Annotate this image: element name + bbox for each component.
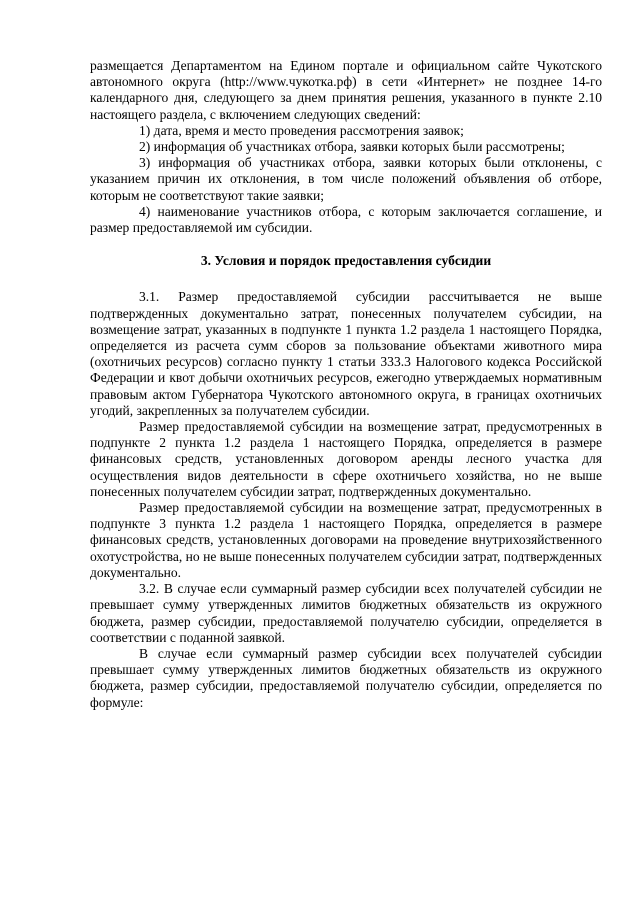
section-heading: 3. Условия и порядок предоставления субсидии [200,253,492,269]
paragraph-formula-intro: В случае если суммарный размер субсидии всех получателей субсидии превышает сумму утвержденных лимитов бюджетных обязательств из окружного бюджета, размер субсидии, предоставляемой получателю субсидии, определяется по формуле: [90,645,602,710]
paragraph-subsidy-3: Размер предоставляемой субсидии на возмещение затрат, предусмотренных в подпункте 3 пункта 1.2 раздела 1 настоящего Порядка, определяется в размере финансовых средств, установленных договорами на проведение внутрихозяйственного охотустройства, но не выше понесенных получателем субсидии затрат, подтвержденных документально. [90,500,602,580]
paragraph-3-2: 3.2. В случае если суммарный размер субсидии всех получателей субсидии не превышает сумму утвержденных лимитов бюджетных обязательств из окружного бюджета, размер субсидии, предоставляемой получателю субсидии, определяется в соответствии с поданной заявкой. [90,581,602,645]
paragraph-subsidy-2: Размер предоставляемой субсидии на возмещение затрат, предусмотренных в подпункте 2 пункта 1.2 раздела 1 настоящего Порядка, определяется в размере финансовых средств, установленных договором аренды лесного участка для осуществления видов деятельности в сфере охотничьего хозяйства, но не выше понесенных получателем субсидии затрат, подтвержденных документально. [90,419,602,499]
list-item-4: 4) наименование участников отбора, с которым заключается соглашение, и размер предоставляемой им субсидии. [90,203,602,236]
paragraph-3-1: 3.1. Размер предоставляемой субсидии рассчитывается не выше подтвержденных документально затрат, понесенных получателем субсидии, на возмещение затрат, указанных в подпункте 1 пункта 1.2 раздела 1 настоящего Порядка, определяется из расчета сумм сборов за пользование объектами животного мира (охотничьих ресурсов) согласно пункту 1 статьи 333.3 Налогового кодекса Российской Федерации и квот добычи охотничьих ресурсов, ежегодно утверждаемых нормативным правовым актом Губернатора Чукотского автономного округа, в границах охотничьих угодий, закрепленных за получателем субсидии. [90,289,602,418]
document-page [90,58,602,711]
list-item-1: 1) дата, время и место проведения рассмотрения заявок; [139,122,464,138]
list-item-2: 2) информация об участниках отбора, заявки которых были рассмотрены; [139,139,565,155]
list-item-3: 3) информация об участниках отбора, заявки которых были отклонены, с указанием причин их отклонения, в том числе положений объявления об отборе, которым не соответствуют такие заявки; [90,155,602,203]
intro-paragraph: размещается Департаментом на Едином портале и официальном сайте Чукотского автономного округа (http://www.чукотка.рф) в сети «Интернет» не позднее 14-го календарного дня, следующего за днем принятия решения, указанного в пункте 2.10 настоящего раздела, с включением следующих сведений: [90,58,602,122]
